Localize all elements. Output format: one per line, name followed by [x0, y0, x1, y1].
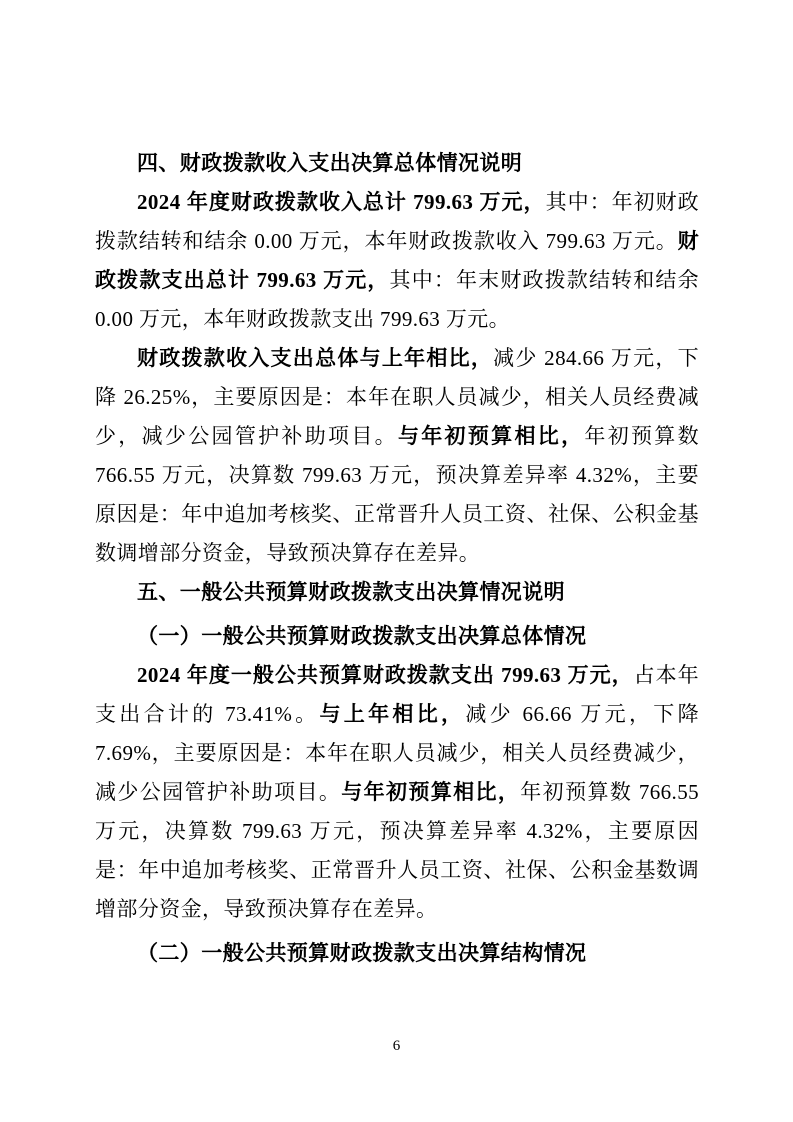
- run-expenditure-detail: 其中：年末财政拨款结转和结余 0.00 万元，本年财政拨款支出 799.63 万元。: [95, 268, 699, 331]
- run-vs-initial-budget-detail: 年初预算数 766.55 万元，决算数 799.63 万元，预决算差异率 4.32%，主要原因是：年中追加考核奖、正常晋升人员工资、社保、公积金基数调增部分资金，导致预决算存在差异。: [95, 424, 700, 565]
- run-income-detail: 其中：年初财政拨款结转和结余 0.00 万元，本年财政拨款收入 799.63 万元。: [95, 190, 699, 253]
- subheading-structure-situation: （二）一般公共预算财政拨款支出决算结构情况: [137, 941, 587, 965]
- paragraph-general-budget-detail: [95, 656, 699, 929]
- section-heading-fiscal-overview: 四、财政拨款收入支出决算总体情况说明: [137, 152, 523, 175]
- paragraph-fiscal-totals: [95, 183, 699, 339]
- page-footer: [0, 1037, 793, 1055]
- run-vs-initial-budget-bold: 与年初预算相比，: [397, 424, 585, 448]
- run-vs-last-year-detail-2: 减少 66.66 万元，下降 7.69%，主要原因是：本年在职人员减少，相关人员经费减少，减少公园管护补助项目。: [95, 702, 699, 804]
- run-general-expenditure-bold: 2024 年度一般公共预算财政拨款支出 799.63 万元，: [137, 663, 634, 687]
- run-income-total-bold: 2024 年度财政拨款收入总计 799.63 万元，: [137, 190, 546, 214]
- subheading-overall-situation: （一）一般公共预算财政拨款支出决算总体情况: [137, 624, 587, 648]
- run-vs-initial-budget-detail-2: 年初预算数 766.55 万元，决算数 799.63 万元，预决算差异率 4.32%，主要原因是：年中追加考核奖、正常晋升人员工资、社保、公积金基数调增部分资金，导致预决算存在差异。: [95, 780, 699, 921]
- document-body: [95, 144, 699, 973]
- run-share-of-total: 占本年支出合计的 73.41%。: [95, 663, 700, 726]
- paragraph-yearly-comparison: [95, 339, 699, 573]
- section-heading-general-budget: 五、一般公共预算财政拨款支出决算情况说明: [137, 581, 565, 604]
- run-vs-last-year-bold: 财政拨款收入支出总体与上年相比，: [137, 346, 494, 370]
- run-vs-initial-budget-bold-2: 与年初预算相比，: [341, 780, 521, 804]
- run-vs-last-year-bold-2: 与上年相比，: [319, 702, 466, 726]
- page-number: 6: [392, 1038, 401, 1054]
- run-vs-last-year-detail: 减少 284.66 万元，下降 26.25%，主要原因是：本年在职人员减少，相关人员经费减少，减少公园管护补助项目。: [95, 346, 699, 448]
- run-expenditure-total-bold: 财政拨款支出总计 799.63 万元，: [95, 229, 699, 292]
